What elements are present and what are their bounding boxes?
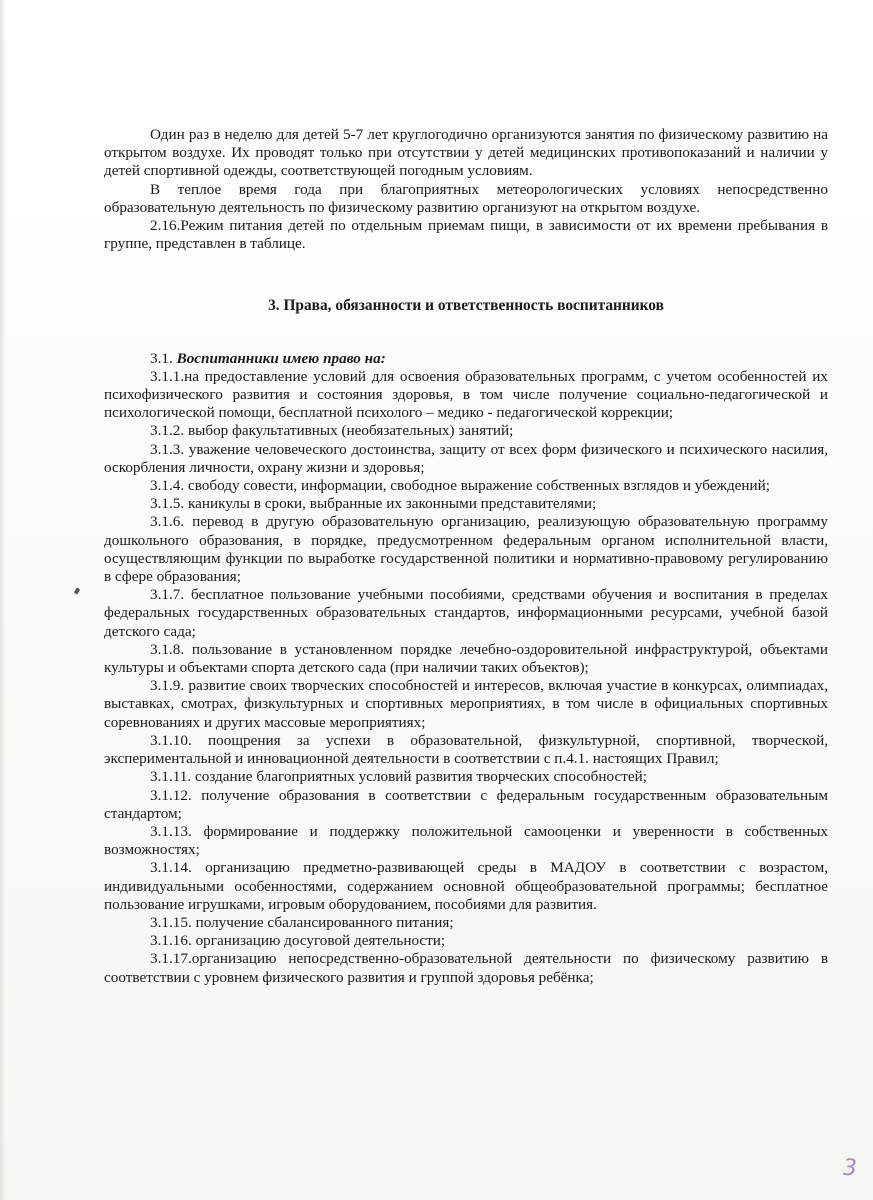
rights-item: 3.1.5. каникулы в сроки, выбранные их законными представителями; xyxy=(150,495,597,513)
intro-paragraph-meal-schedule: 2.16.Режим питания детей по отдельным приемам пищи, в зависимости от их времени пребывания в группе, представлен в таблице. xyxy=(104,217,828,253)
section-title: 3. Права, обязанности и ответственность воспитанников xyxy=(268,297,664,315)
rights-item: 3.1.15. получение сбалансированного питания; xyxy=(150,913,454,931)
rights-item: 3.1.14. организацию предметно-развивающей среды в МАДОУ в соответствии с возрастом, индивидуальными особенностями, содержанием основной общеобразовательной программы; бесплатное пользование игрушками, игровым оборудованием, пособиями для развития. xyxy=(104,859,828,913)
rights-item: 3.1.10. поощрения за успехи в образовательной, физкультурной, спортивной, творческой, экспериментальной и инновационной деятельности в соответствии с п.4.1. настоящих Правил; xyxy=(104,731,828,768)
scan-edge-shadow xyxy=(0,0,6,1200)
rights-item: 3.1.12. получение образования в соответствии с федеральным государственным образовательным стандартом; xyxy=(104,786,828,822)
rights-item: 3.1.8. пользование в установленном порядке лечебно-оздоровительной инфраструктурой, объектами культуры и объектами спорта детского сада (при наличии таких объектов); xyxy=(104,640,828,677)
intro-paragraph-outdoor-activities: Один раз в неделю для детей 5-7 лет круглогодично организуются занятия по физическому развитию на открытом воздухе. Их проводят только при отсутствии у детей медицинских противопоказаний и наличии у детей спортивной одежды, соответствующей погодным условиям. xyxy=(104,126,828,180)
rights-item: 3.1.17.организацию непосредственно-образовательной деятельности по физическому развитию в соответствии с уровнем физического развития и группой здоровья ребёнка; xyxy=(104,950,828,986)
scan-speck xyxy=(74,587,80,594)
intro-paragraph-warm-season: В теплое время года при благоприятных метеорологических условиях непосредственно образовательную деятельность по физическому развитию организуют на открытом воздухе. xyxy=(104,180,828,216)
rights-subheading-text: Воспитанники имею право на: xyxy=(176,349,386,367)
rights-item: 3.1.16. организацию досуговой деятельности; xyxy=(150,932,446,950)
rights-item: 3.1.2. выбор факультативных (необязательных) занятий; xyxy=(150,422,514,440)
rights-item: 3.1.13. формирование и поддержку положительной самооценки и уверенности в собственных возможностях; xyxy=(104,822,828,859)
rights-item: 3.1.6. перевод в другую образовательную организацию, реализующую образовательную программу дошкольного образования, в порядке, предусмотренном федеральным органом исполнительной власти, осуществляющим функции по выработке государственной политики и нормативно-правовому регулированию в сфере образования; xyxy=(104,513,828,586)
rights-item: 3.1.1.на предоставление условий для освоения образовательных программ, с учетом особенностей их психофизического развития и состояния здоровья, в том числе получение социально-педагогической и психологической помощи, бесплатной психолого – медико - педагогической коррекции; xyxy=(104,367,828,422)
rights-subheading-number: 3.1. xyxy=(150,349,177,367)
rights-item: 3.1.3. уважение человеческого достоинства, защиту от всех форм физического и психического насилия, оскорбления личности, охрану жизни и здоровья; xyxy=(104,440,828,476)
rights-item: 3.1.4. свободу совести, информации, свободное выражение собственных взглядов и убеждений; xyxy=(150,477,771,495)
rights-item: 3.1.11. создание благоприятных условий развития творческих способностей; xyxy=(150,768,647,786)
page-number: 3 xyxy=(843,1156,857,1181)
document-body xyxy=(104,126,828,987)
rights-subheading xyxy=(104,350,828,368)
rights-item: 3.1.9. развитие своих творческих способностей и интересов, включая участие в конкурсах, олимпиадах, выставках, смотрах, физкультурных и спортивных мероприятиях, в том числе в официальных спортивных соревнованиях и других массовые мероприятиях; xyxy=(104,677,828,731)
rights-item: 3.1.7. бесплатное пользование учебными пособиями, средствами обучения и воспитания в пределах федеральных государственных образовательных стандартов, информационными ресурсами, учебной базой детского сада; xyxy=(104,586,828,640)
